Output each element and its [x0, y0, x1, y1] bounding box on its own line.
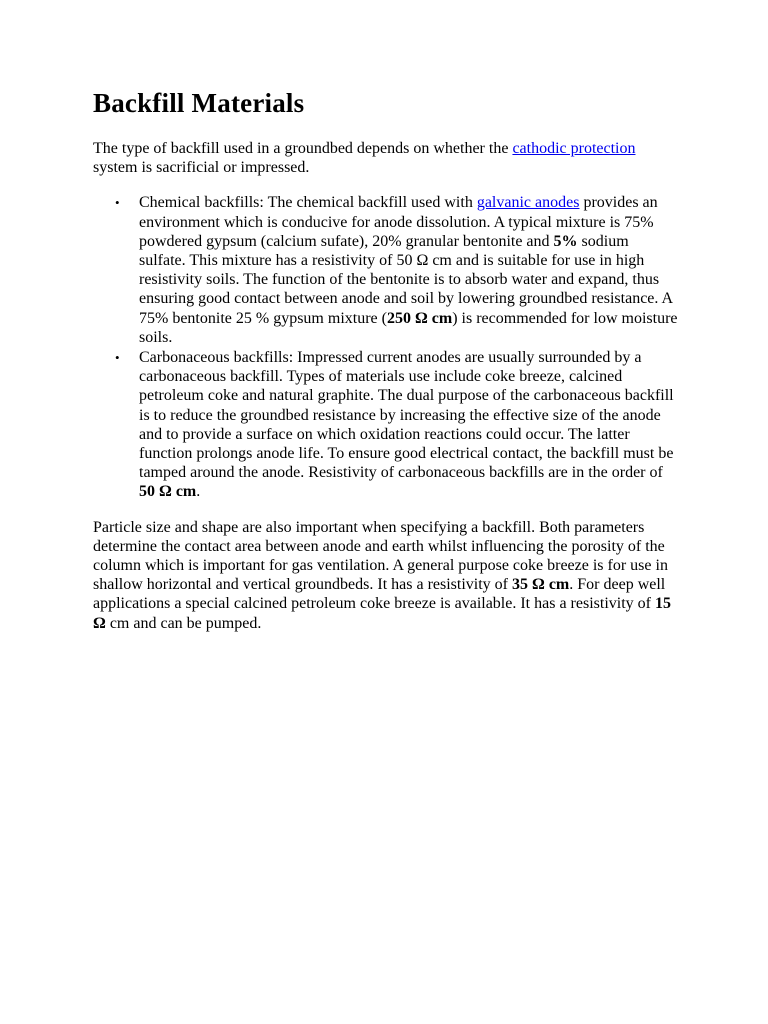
- intro-paragraph: [93, 139, 678, 177]
- closing-text-1: Particle size and shape are also important when specifying a backfill. Both parameters determine the contact area between anode and earth whilst influencing the porosity of the column which is important for gas ventilation. A general purpose coke breeze is for use in shallow horizontal and vertical groundbeds. It has a resistivity of: [93, 518, 668, 594]
- galvanic-anodes-link[interactable]: galvanic anodes: [476, 194, 580, 212]
- chemical-text-3: sodium sulfate. This mixture has a resistivity of 50 Ω cm and is suitable for use in high resistivity soils. The function of the bentonite is to absorb water and expand, thus ensuring good contact between anode and soil by lowering groundbed resistance. A 75% bentonite 25 % gypsum mixture (: [139, 232, 673, 327]
- intro-text-after: system is sacrificial or impressed.: [93, 159, 310, 177]
- page-title: Backfill Materials: [93, 88, 305, 118]
- backfill-types-list: [93, 193, 678, 501]
- closing-text-3: cm and can be pumped.: [105, 614, 262, 632]
- carbonaceous-text-1: Carbonaceous backfills: Impressed current anodes are usually surrounded by a carbonaceous backfill. Types of materials use include coke breeze, calcined petroleum coke and natural graphite. The dual purpose of the carbonaceous backfill is to reduce the groundbed resistance by increasing the effective size of the anode and to provide a surface on which oxidation reactions could occur. The latter function prolongs anode life. To ensure good electrical contact, the backfill must be tamped around the anode. Resistivity of carbonaceous backfills are in the order of: [139, 349, 674, 482]
- chemical-bold-percent: 5%: [553, 232, 578, 250]
- closing-bold-resistivity-1: 35 Ω cm: [512, 576, 570, 594]
- chemical-text-4: ) is recommended for low moisture soils.: [139, 309, 678, 346]
- cathodic-protection-link[interactable]: cathodic protection: [512, 140, 636, 157]
- chemical-text-2: provides an environment which is conducive for anode dissolution. A typical mixture is 75% powdered gypsum (calcium sufate), 20% granular bentonite and: [139, 194, 658, 250]
- carbonaceous-text-2: .: [196, 483, 201, 501]
- carbonaceous-bold-resistivity: 50 Ω cm: [139, 483, 197, 501]
- list-item-chemical-backfills: [93, 193, 678, 347]
- chemical-text-1: Chemical backfills: The chemical backfill used with: [139, 194, 477, 212]
- document-page: [93, 86, 678, 633]
- bullet-icon: •: [115, 195, 120, 211]
- intro-text-before: The type of backfill used in a groundbed depends on whether the: [93, 140, 513, 157]
- bullet-icon: •: [115, 350, 120, 366]
- closing-paragraph: [93, 518, 678, 633]
- closing-bold-resistivity-2: 15 Ω: [93, 595, 671, 632]
- chemical-bold-resistivity: 250 Ω cm: [386, 309, 453, 327]
- list-item-carbonaceous-backfills: [93, 348, 678, 502]
- closing-text-2: . For deep well applications a special calcined petroleum coke breeze is available. It has a resistivity of: [93, 576, 666, 613]
